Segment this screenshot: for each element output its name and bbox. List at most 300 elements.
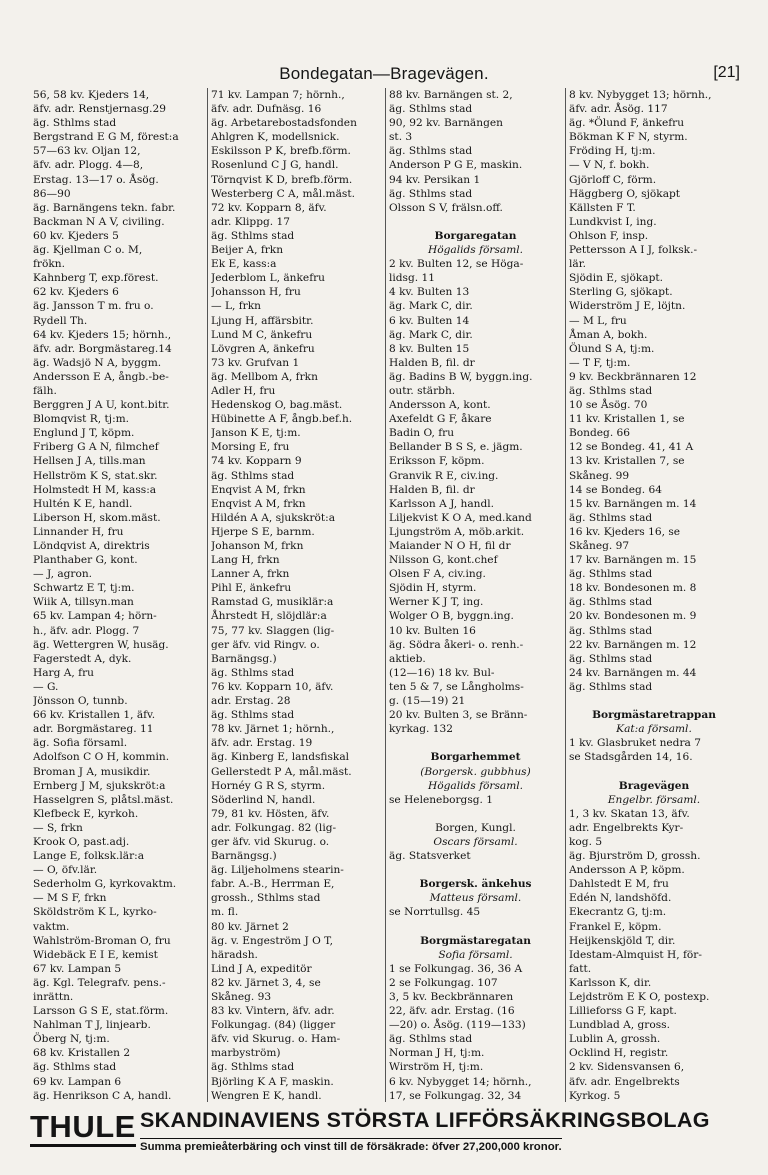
directory-entry: Lange E, folksk.lär:a (33, 850, 145, 863)
directory-entry: 24 kv. Barnängen m. 44 (569, 666, 697, 679)
directory-entry: Barnängsg.) (211, 652, 277, 665)
directory-entry: äg. Sthlms stad (569, 624, 653, 637)
section-heading: Borgmästaregatan (420, 934, 531, 947)
directory-entry: Sofia församl. (438, 948, 513, 961)
directory-entry: Erstag. 13—17 o. Åsög. (33, 173, 159, 186)
directory-entry: Eriksson F, köpm. (389, 455, 485, 468)
directory-entry: Fagerstedt A, dyk. (33, 652, 132, 665)
directory-entry: Björling K A F, maskin. (211, 1075, 334, 1088)
directory-entry: Lublin A, grossh. (569, 1033, 661, 1046)
directory-entry: äg. Badins B W, byggn.ing. (389, 370, 533, 383)
directory-entry: Planthaber G, kont. (33, 554, 138, 567)
directory-entry (389, 920, 562, 934)
directory-entry: Andersson A P, köpm. (569, 864, 685, 877)
directory-entry: 1 se Folkungag. 36, 36 A (389, 962, 523, 975)
directory-entry: st. 3 (389, 131, 413, 144)
directory-entry: adr. Erstag. 28 (211, 695, 291, 708)
directory-entry: Friberg G A N, filmchef (33, 441, 159, 454)
directory-entry: marbyström) (211, 1047, 281, 1060)
section-heading: Borgarhemmet (430, 751, 521, 764)
directory-entry: 9 kv. Beckbrännaren 12 (569, 370, 697, 383)
directory-entry: Rydell Th. (33, 314, 88, 327)
directory-entry: 20 kv. Bulten 3, se Bränn- (389, 709, 528, 722)
directory-entry: Werner K J T, ing. (389, 596, 484, 609)
directory-entry: lidsg. 11 (389, 272, 435, 285)
directory-entry: äg. Sthlms stad (211, 229, 295, 242)
directory-entry: — L, frkn (211, 300, 261, 313)
directory-entry: Borgen, Kungl. (435, 821, 516, 834)
directory-entry: Sjödin H, styrm. (389, 582, 477, 595)
directory-entry: äg. Sthlms stad (211, 666, 295, 679)
directory-entry: äg. Jansson T m. fru o. (33, 300, 154, 313)
directory-entry: äfv. adr. Plogg. 4—8, (33, 159, 144, 172)
directory-entry: 71 kv. Lampan 7; hörnh., (211, 89, 345, 101)
directory-entry: Halden B, fil. dr (389, 356, 475, 369)
directory-entry: äg. Mark C, dir. (389, 328, 473, 341)
directory-entry: häradsh. (211, 948, 258, 961)
directory-entry: Edén N, landshöfd. (569, 892, 672, 905)
directory-entry: Oscars församl. (433, 835, 518, 848)
directory-entry: Öberg N, tj:m. (33, 1033, 110, 1046)
page-number: [21] (713, 64, 740, 81)
directory-entry: Lövgren A, änkefru (211, 342, 315, 355)
advert-brand: THULE (30, 1110, 136, 1147)
directory-entry: Ljung H, affärsbitr. (211, 314, 314, 327)
directory-entry: Jönsson O, tunnb. (33, 695, 128, 708)
directory-entry: äg. Sthlms stad (389, 103, 473, 116)
directory-entry: Hornéy G R S, styrm. (211, 779, 326, 792)
directory-entry: Adolfson C O H, kommin. (33, 751, 170, 764)
directory-entry: Morsing E, fru (211, 441, 290, 454)
directory-entry: äfv. adr. Dufnäsg. 16 (211, 103, 322, 116)
directory-entry: Karlsson A J, handl. (389, 497, 495, 510)
directory-entry: Sjödin E, sjökapt. (569, 272, 663, 285)
directory-entry: Högalids församl. (428, 779, 523, 792)
directory-entry: Lund M C, änkefru (211, 328, 313, 341)
directory-column-1 (30, 88, 208, 1102)
directory-entry: 4 kv. Bulten 13 (389, 286, 470, 299)
thule-advertisement (30, 1106, 742, 1156)
directory-entry: 8 kv. Bulten 15 (389, 342, 470, 355)
directory-entry: Ek E, kass:a (211, 258, 277, 271)
directory-entry: Holmstedt H M, kass:a (33, 483, 157, 496)
directory-entry: äg. Wettergren W, husäg. (33, 638, 169, 651)
directory-column-3 (386, 88, 566, 1102)
directory-entry: 78 kv. Järnet 1; hörnh., (211, 723, 335, 736)
directory-entry: äg. Sthlms stad (389, 1033, 473, 1046)
directory-entry: se Stadsgården 14, 16. (569, 751, 693, 764)
directory-entry: Högalids församl. (428, 244, 523, 257)
directory-entry: äg. Sthlms stad (569, 652, 653, 665)
directory-entry: se Norrtullsg. 45 (389, 906, 481, 919)
directory-entry: äfv. adr. Erstag. 19 (211, 737, 313, 750)
directory-entry: 65 kv. Lampan 4; hörn- (33, 610, 157, 623)
directory-column-4 (566, 88, 742, 1102)
directory-entry: vaktm. (33, 920, 70, 933)
directory-entry: Pihl E, änkefru (211, 582, 292, 595)
advert-subline: Summa premieåterbäring och vinst till de försäkrade: öfver 27,200,000 kronor. (140, 1138, 562, 1153)
directory-entry: äg. Wadsjö N A, byggm. (33, 356, 162, 369)
directory-entry: 56, 58 kv. Kjeders 14, (33, 89, 150, 101)
directory-entry: Bergstrand E G M, förest:a (33, 131, 179, 144)
directory-entry: Hübinette A F, ångb.bef.h. (211, 413, 353, 426)
directory-entry: Skåneg. 97 (569, 540, 630, 552)
directory-entry: äfv. adr. Åsög. 117 (569, 103, 668, 116)
directory-entry: fatt. (569, 962, 592, 975)
directory-entry: Lang H, frkn (211, 554, 280, 567)
directory-entry: äg. Sthlms stad (33, 117, 117, 130)
section-heading: Borgmästaretrappan (592, 709, 716, 722)
directory-entry: Lundkvist I, ing. (569, 215, 657, 228)
directory-entry: Hjerpe S E, barnm. (211, 525, 315, 538)
directory-entry: se Heleneborgsg. 1 (389, 793, 494, 806)
directory-entry: inrättn. (33, 991, 74, 1003)
directory-entry: Broman J A, musikdir. (33, 765, 151, 778)
directory-entry: 73 kv. Grufvan 1 (211, 356, 300, 369)
directory-entry: äg. Mark C, dir. (389, 300, 473, 313)
directory-entry: äg. Sthlms stad (569, 384, 653, 397)
directory-column-2 (208, 88, 386, 1102)
directory-entry: 82 kv. Järnet 3, 4, se (211, 976, 321, 989)
directory-entry: kog. 5 (569, 835, 603, 848)
directory-entry: 1 kv. Glasbruket nedra 7 (569, 737, 701, 750)
directory-entry: Bondeg. 66 (569, 427, 631, 440)
directory-entry: äg. Barnängens tekn. fabr. (33, 201, 176, 214)
directory-entry: äfv. adr. Engelbrekts (569, 1075, 680, 1088)
directory-entry: Söderlind N, handl. (211, 793, 316, 806)
directory-entry: Ocklind H, registr. (569, 1047, 669, 1060)
directory-entry: kyrkag. 132 (389, 723, 453, 736)
directory-entry: Backman N A V, civiling. (33, 215, 165, 228)
directory-entry: äg. Kinberg E, landsfiskal (211, 751, 350, 764)
directory-entry: 74 kv. Kopparn 9 (211, 455, 302, 468)
directory-entry (569, 765, 739, 779)
directory-entry: 14 se Bondeg. 64 (569, 483, 662, 496)
directory-entry: — O, öfv.lär. (33, 864, 98, 877)
directory-entry: Åhrstedt H, slöjdlär:a (211, 610, 327, 623)
directory-entry: 12 se Bondeg. 41, 41 A (569, 441, 694, 454)
directory-entry: äg. Södra åkeri- o. renh.- (389, 638, 524, 651)
directory-entry: Badin O, fru (389, 427, 455, 440)
directory-entry: 94 kv. Persikan 1 (389, 173, 481, 186)
directory-entry: Hedenskog O, bag.mäst. (211, 399, 343, 412)
directory-entry: äg. Sthlms stad (211, 709, 295, 722)
directory-entry: Kat:a församl. (616, 723, 692, 736)
directory-entry: Ölund S A, tj:m. (569, 342, 655, 355)
directory-entry: — G. (33, 680, 59, 693)
directory-entry: 90, 92 kv. Barnängen (389, 117, 503, 130)
directory-entry: Bellander B S S, e. jägm. (389, 441, 523, 454)
directory-entry: Hasselgren S, plåtsl.mäst. (33, 793, 174, 806)
directory-entry: Berggren J A U, kont.bitr. (33, 399, 170, 412)
directory-entry: Halden B, fil. dr (389, 483, 475, 496)
directory-entry: Nahlman T J, linjearb. (33, 1019, 151, 1032)
directory-entry: äg. v. Engeström J O T, (211, 934, 333, 947)
directory-entry: Harg A, fru (33, 666, 94, 679)
directory-entry: Dahlstedt E M, fru (569, 878, 669, 891)
directory-entry: 79, 81 kv. Hösten, äfv. (211, 807, 330, 820)
directory-entry: Eskilsson P K, brefb.förm. (211, 145, 351, 158)
directory-entry: 83 kv. Vintern, äfv. adr. (211, 1005, 335, 1018)
directory-entry: 18 kv. Bondesonen m. 8 (569, 582, 697, 595)
directory-entry: aktieb. (389, 652, 426, 665)
directory-entry: Enqvist A M, frkn (211, 497, 306, 510)
directory-entry: 64 kv. Kjeders 15; hörnh., (33, 328, 172, 341)
directory-entry: Granvik R E, civ.ing. (389, 469, 499, 482)
directory-entry: frökn. (33, 258, 65, 271)
directory-entry: Ahlgren K, modellsnick. (211, 131, 340, 144)
directory-entry: adr. Borgmästareg. 11 (33, 723, 154, 736)
directory-entry: Bökman K F N, styrm. (569, 131, 688, 144)
directory-entry: Anderson P G E, maskin. (389, 159, 523, 172)
directory-entry: 69 kv. Lampan 6 (33, 1075, 122, 1088)
directory-entry: Källsten F T. (569, 201, 636, 214)
directory-entry: Gellerstedt P A, mål.mäst. (211, 765, 352, 778)
directory-entry: äg. Liljeholmens stearin- (211, 864, 344, 877)
directory-entry: Rosenlund C J G, handl. (211, 159, 339, 172)
directory-entry: Wirström H, tj:m. (389, 1061, 484, 1074)
directory-entry: äg. Kjellman C o. M, (33, 244, 143, 257)
directory-entry: Ohlson F, insp. (569, 229, 649, 242)
directory-entry: Hildén A A, sjukskröt:a (211, 511, 336, 524)
directory-entry: Lillieforss G F, kapt. (569, 1005, 677, 1018)
directory-entry: 22 kv. Barnängen m. 12 (569, 638, 697, 651)
directory-entry: äg. Sofia församl. (33, 737, 128, 750)
directory-entry: äg. Sthlms stad (569, 568, 653, 581)
directory-entry: Jederblom L, änkefru (211, 272, 325, 285)
directory-entry: Olsson S V, frälsn.off. (389, 201, 503, 214)
directory-entry: Axefeldt G F, åkare (389, 413, 492, 426)
directory-entry: Andersson E A, ångb.-be- (33, 370, 169, 383)
directory-entry: Frankel E, köpm. (569, 920, 662, 933)
directory-entry: adr. Engelbrekts Kyr- (569, 821, 684, 834)
directory-entry: 22, äfv. adr. Erstag. (16 (389, 1005, 515, 1018)
directory-entry: fälh. (33, 384, 57, 397)
directory-entry: Larsson G S E, stat.förm. (33, 1005, 169, 1018)
directory-entry: Johansson H, fru (211, 286, 301, 299)
directory-entry: äg. Sthlms stad (211, 469, 295, 482)
directory-entry: 62 kv. Kjeders 6 (33, 286, 119, 299)
directory-entry: Westerberg C A, mål.mäst. (211, 187, 355, 200)
directory-entry: outr. stärbh. (389, 384, 456, 397)
directory-entry: Enqvist A M, frkn (211, 483, 306, 496)
directory-entry: äfv. adr. Borgmästareg.14 (33, 342, 172, 355)
directory-entry: Sterling G, sjökapt. (569, 286, 673, 299)
directory-entry: Andersson A, kont. (389, 399, 491, 412)
page-header (28, 64, 740, 86)
directory-entry: 75, 77 kv. Slaggen (lig- (211, 624, 335, 637)
directory-entry: äg. Sthlms stad (389, 187, 473, 200)
directory-entry: Karlsson K, dir. (569, 976, 652, 989)
directory-entry: (12—16) 18 kv. Bul- (389, 666, 495, 679)
directory-entry: Skåneg. 93 (211, 991, 272, 1003)
directory-entry (569, 694, 739, 708)
directory-entry: g. (15—19) 21 (389, 695, 466, 708)
directory-entry (389, 215, 562, 229)
directory-entry: ten 5 & 7, se Långholms- (389, 680, 524, 693)
directory-entry: 15 kv. Barnängen m. 14 (569, 497, 697, 510)
directory-entry: Wolger O B, byggn.ing. (389, 610, 514, 623)
directory-entry: Hultén K E, handl. (33, 497, 133, 510)
directory-entry: Krook O, past.adj. (33, 835, 130, 848)
directory-entry: Åman A, bokh. (569, 328, 648, 341)
directory-entry: — V N, f. bokh. (569, 159, 650, 172)
directory-entry: 6 kv. Bulten 14 (389, 314, 470, 327)
directory-entry: äg. Bjurström D, grossh. (569, 850, 701, 863)
directory-entry: Gjörloff C, förm. (569, 173, 657, 186)
directory-entry: 8 kv. Nybygget 13; hörnh., (569, 89, 712, 101)
directory-entry: ger äfv. vid Skurug. o. (211, 835, 330, 848)
directory-entry: Ernberg J M, sjukskröt:a (33, 779, 166, 792)
directory-entry: Norman J H, tj:m. (389, 1047, 485, 1060)
directory-entry: Ekecrantz G, tj:m. (569, 906, 667, 919)
directory-entry: Folkungag. (84) (ligger (211, 1019, 336, 1032)
directory-entry: fabr. A.-B., Herrman E, (211, 878, 335, 891)
directory-entry: 10 kv. Bulten 16 (389, 624, 476, 637)
directory-entry: 80 kv. Järnet 2 (211, 920, 289, 933)
directory-entry: Barnängsg.) (211, 850, 277, 863)
directory-entry: äg. Sthlms stad (33, 1061, 117, 1074)
directory-entry: Maiander N O H, fil dr (389, 540, 511, 552)
directory-entry: Linnander H, fru (33, 525, 124, 538)
directory-entry: 1, 3 kv. Skatan 13, äfv. (569, 807, 690, 820)
directory-entry: Beijer A, frkn (211, 244, 284, 257)
directory-entry: 6 kv. Nybygget 14; hörnh., (389, 1075, 532, 1088)
directory-entry: 68 kv. Kristallen 2 (33, 1047, 131, 1060)
directory-entry: — M L, fru (569, 314, 627, 327)
directory-entry: 2 kv. Bulten 12, se Höga- (389, 258, 524, 271)
directory-entry: Blomqvist R, tj:m. (33, 413, 130, 426)
directory-entry: Janson K E, tj:m. (211, 427, 301, 440)
directory-entry: äg. *Ölund F, änkefru (569, 117, 685, 130)
directory-entry: äg. Sthlms stad (389, 145, 473, 158)
directory-entry: 2 kv. Sidensvansen 6, (569, 1061, 685, 1074)
directory-entry: 88 kv. Barnängen st. 2, (389, 89, 513, 101)
directory-entry: Wahlström-Broman O, fru (33, 934, 171, 947)
directory-entry: Widebäck E I E, kemist (33, 948, 158, 961)
directory-entry: — J, agron. (33, 568, 93, 581)
directory-entry: Lind J A, expeditör (211, 962, 312, 975)
directory-entry: Schwartz E T, tj:m. (33, 582, 135, 595)
directory-entry: 17 kv. Barnängen m. 15 (569, 554, 697, 567)
page-title: Bondegatan—Bragevägen. (279, 64, 489, 83)
directory-entry: 20 kv. Bondesonen m. 9 (569, 610, 697, 623)
directory-entry: äg. Sthlms stad (569, 511, 653, 524)
directory-entry: Nilsson G, kont.chef (389, 554, 498, 567)
directory-entry: äg. Mellbom A, frkn (211, 370, 318, 383)
directory-entry: — S, frkn (33, 821, 83, 834)
directory-entry: Heijkenskjöld T, dir. (569, 934, 676, 947)
directory-entry (389, 807, 562, 821)
directory-entry: Hellström K S, stat.skr. (33, 469, 158, 482)
directory-entry: m. fl. (211, 906, 239, 919)
directory-entry: (Borgersk. gubbhus) (420, 765, 531, 778)
directory-entry: 10 se Åsög. 70 (569, 399, 648, 412)
section-heading: Borgersk. änkehus (419, 878, 532, 891)
directory-entry: 67 kv. Lampan 5 (33, 962, 122, 975)
directory-entry: Ramstad G, musiklär:a (211, 596, 334, 609)
directory-entry: Kyrkog. 5 (569, 1089, 621, 1102)
directory-entry: Liljekvist K O A, med.kand (389, 511, 532, 524)
directory-entry: äg. Statsverket (389, 850, 471, 863)
directory-entry: 2 se Folkungag. 107 (389, 976, 498, 989)
directory-entry: grossh., Sthlms stad (211, 892, 321, 905)
directory-entry: Wengren E K, handl. (211, 1089, 322, 1102)
directory-entry: 57—63 kv. Oljan 12, (33, 145, 141, 158)
directory-entry: 66 kv. Kristallen 1, äfv. (33, 709, 156, 722)
directory-entry: äfv. adr. Renstjernasg.29 (33, 103, 167, 116)
directory-entry: Wiik A, tillsyn.man (33, 596, 134, 609)
directory-entry: Kahnberg T, exp.förest. (33, 272, 159, 285)
directory-entry: äg. Arbetarebostadsfonden (211, 117, 357, 130)
directory-entry: Löndqvist A, direktris (33, 540, 150, 552)
directory-entry: Fröding H, tj:m. (569, 145, 656, 158)
directory-entry: äg. Sthlms stad (569, 680, 653, 693)
directory-entry: Lejdström E K O, postexp. (569, 991, 710, 1003)
directory-entry: Häggberg O, sjökapt (569, 187, 681, 200)
directory-entry (389, 736, 562, 750)
directory-columns (30, 88, 742, 1102)
directory-entry: 3, 5 kv. Beckbrännaren (389, 991, 514, 1003)
directory-entry: 17, se Folkungag. 32, 34 (389, 1089, 522, 1102)
directory-entry: lär. (569, 258, 586, 271)
directory-entry: Törnqvist K D, brefb.förm. (211, 173, 353, 186)
directory-entry: Hellsen J A, tills.man (33, 455, 146, 468)
directory-entry: 16 kv. Kjeders 16, se (569, 525, 681, 538)
directory-entry: —20) o. Åsög. (119—133) (389, 1019, 526, 1032)
directory-entry: äg. Sthlms stad (211, 1061, 295, 1074)
section-heading: Bragevägen (618, 779, 690, 792)
advert-tagline: SKANDINAVIENS STÖRSTA LIFFÖRSÄKRINGSBOLAG (140, 1108, 710, 1132)
directory-entry: 11 kv. Kristallen 1, se (569, 413, 685, 426)
directory-entry: — M S F, frkn (33, 892, 107, 905)
directory-entry: Skåneg. 99 (569, 469, 630, 482)
directory-entry: — T F, tj:m. (569, 356, 631, 369)
directory-entry: äfv. vid Skurug. o. Ham- (211, 1033, 341, 1046)
directory-entry: 72 kv. Kopparn 8, äfv. (211, 201, 327, 214)
directory-entry: äg. Sthlms stad (569, 596, 653, 609)
directory-entry: ger äfv. vid Ringv. o. (211, 638, 320, 651)
directory-entry: Lanner A, frkn (211, 568, 290, 581)
directory-entry: Sköldström K L, kyrko- (33, 906, 157, 919)
directory-entry: Klefbeck E, kyrkoh. (33, 807, 139, 820)
directory-entry: 13 kv. Kristallen 7, se (569, 455, 685, 468)
directory-entry: adr. Klippg. 17 (211, 215, 290, 228)
directory-entry: 76 kv. Kopparn 10, äfv. (211, 680, 334, 693)
directory-entry: 86—90 (33, 187, 71, 200)
directory-entry: äg. Henrikson C A, handl. (33, 1089, 172, 1102)
directory-entry: Lundblad A, gross. (569, 1019, 670, 1032)
directory-entry: äg. Kgl. Telegrafv. pens.- (33, 976, 166, 989)
directory-entry: Adler H, fru (211, 384, 276, 397)
directory-entry: Sederholm G, kyrkovaktm. (33, 878, 177, 891)
section-heading: Borgaregatan (434, 229, 517, 242)
directory-entry: Liberson H, skom.mäst. (33, 511, 161, 524)
directory-entry: 60 kv. Kjeders 5 (33, 229, 119, 242)
directory-entry: adr. Folkungag. 82 (lig- (211, 821, 337, 834)
directory-entry: Ljungström A, möb.arkit. (389, 525, 525, 538)
directory-entry: Engelbr. församl. (607, 793, 701, 806)
directory-entry: Widerström J E, löjtn. (569, 300, 686, 313)
directory-entry: h., äfv. adr. Plogg. 7 (33, 624, 140, 637)
directory-entry: Pettersson A I J, folksk.- (569, 244, 698, 257)
directory-entry (389, 863, 562, 877)
directory-entry: Matteus församl. (429, 892, 522, 905)
directory-entry: Johanson M, frkn (211, 540, 304, 552)
directory-entry: Idestam-Almquist H, för- (569, 948, 702, 961)
directory-entry: Englund J T, köpm. (33, 427, 135, 440)
directory-entry: Olsen F A, civ.ing. (389, 568, 486, 581)
